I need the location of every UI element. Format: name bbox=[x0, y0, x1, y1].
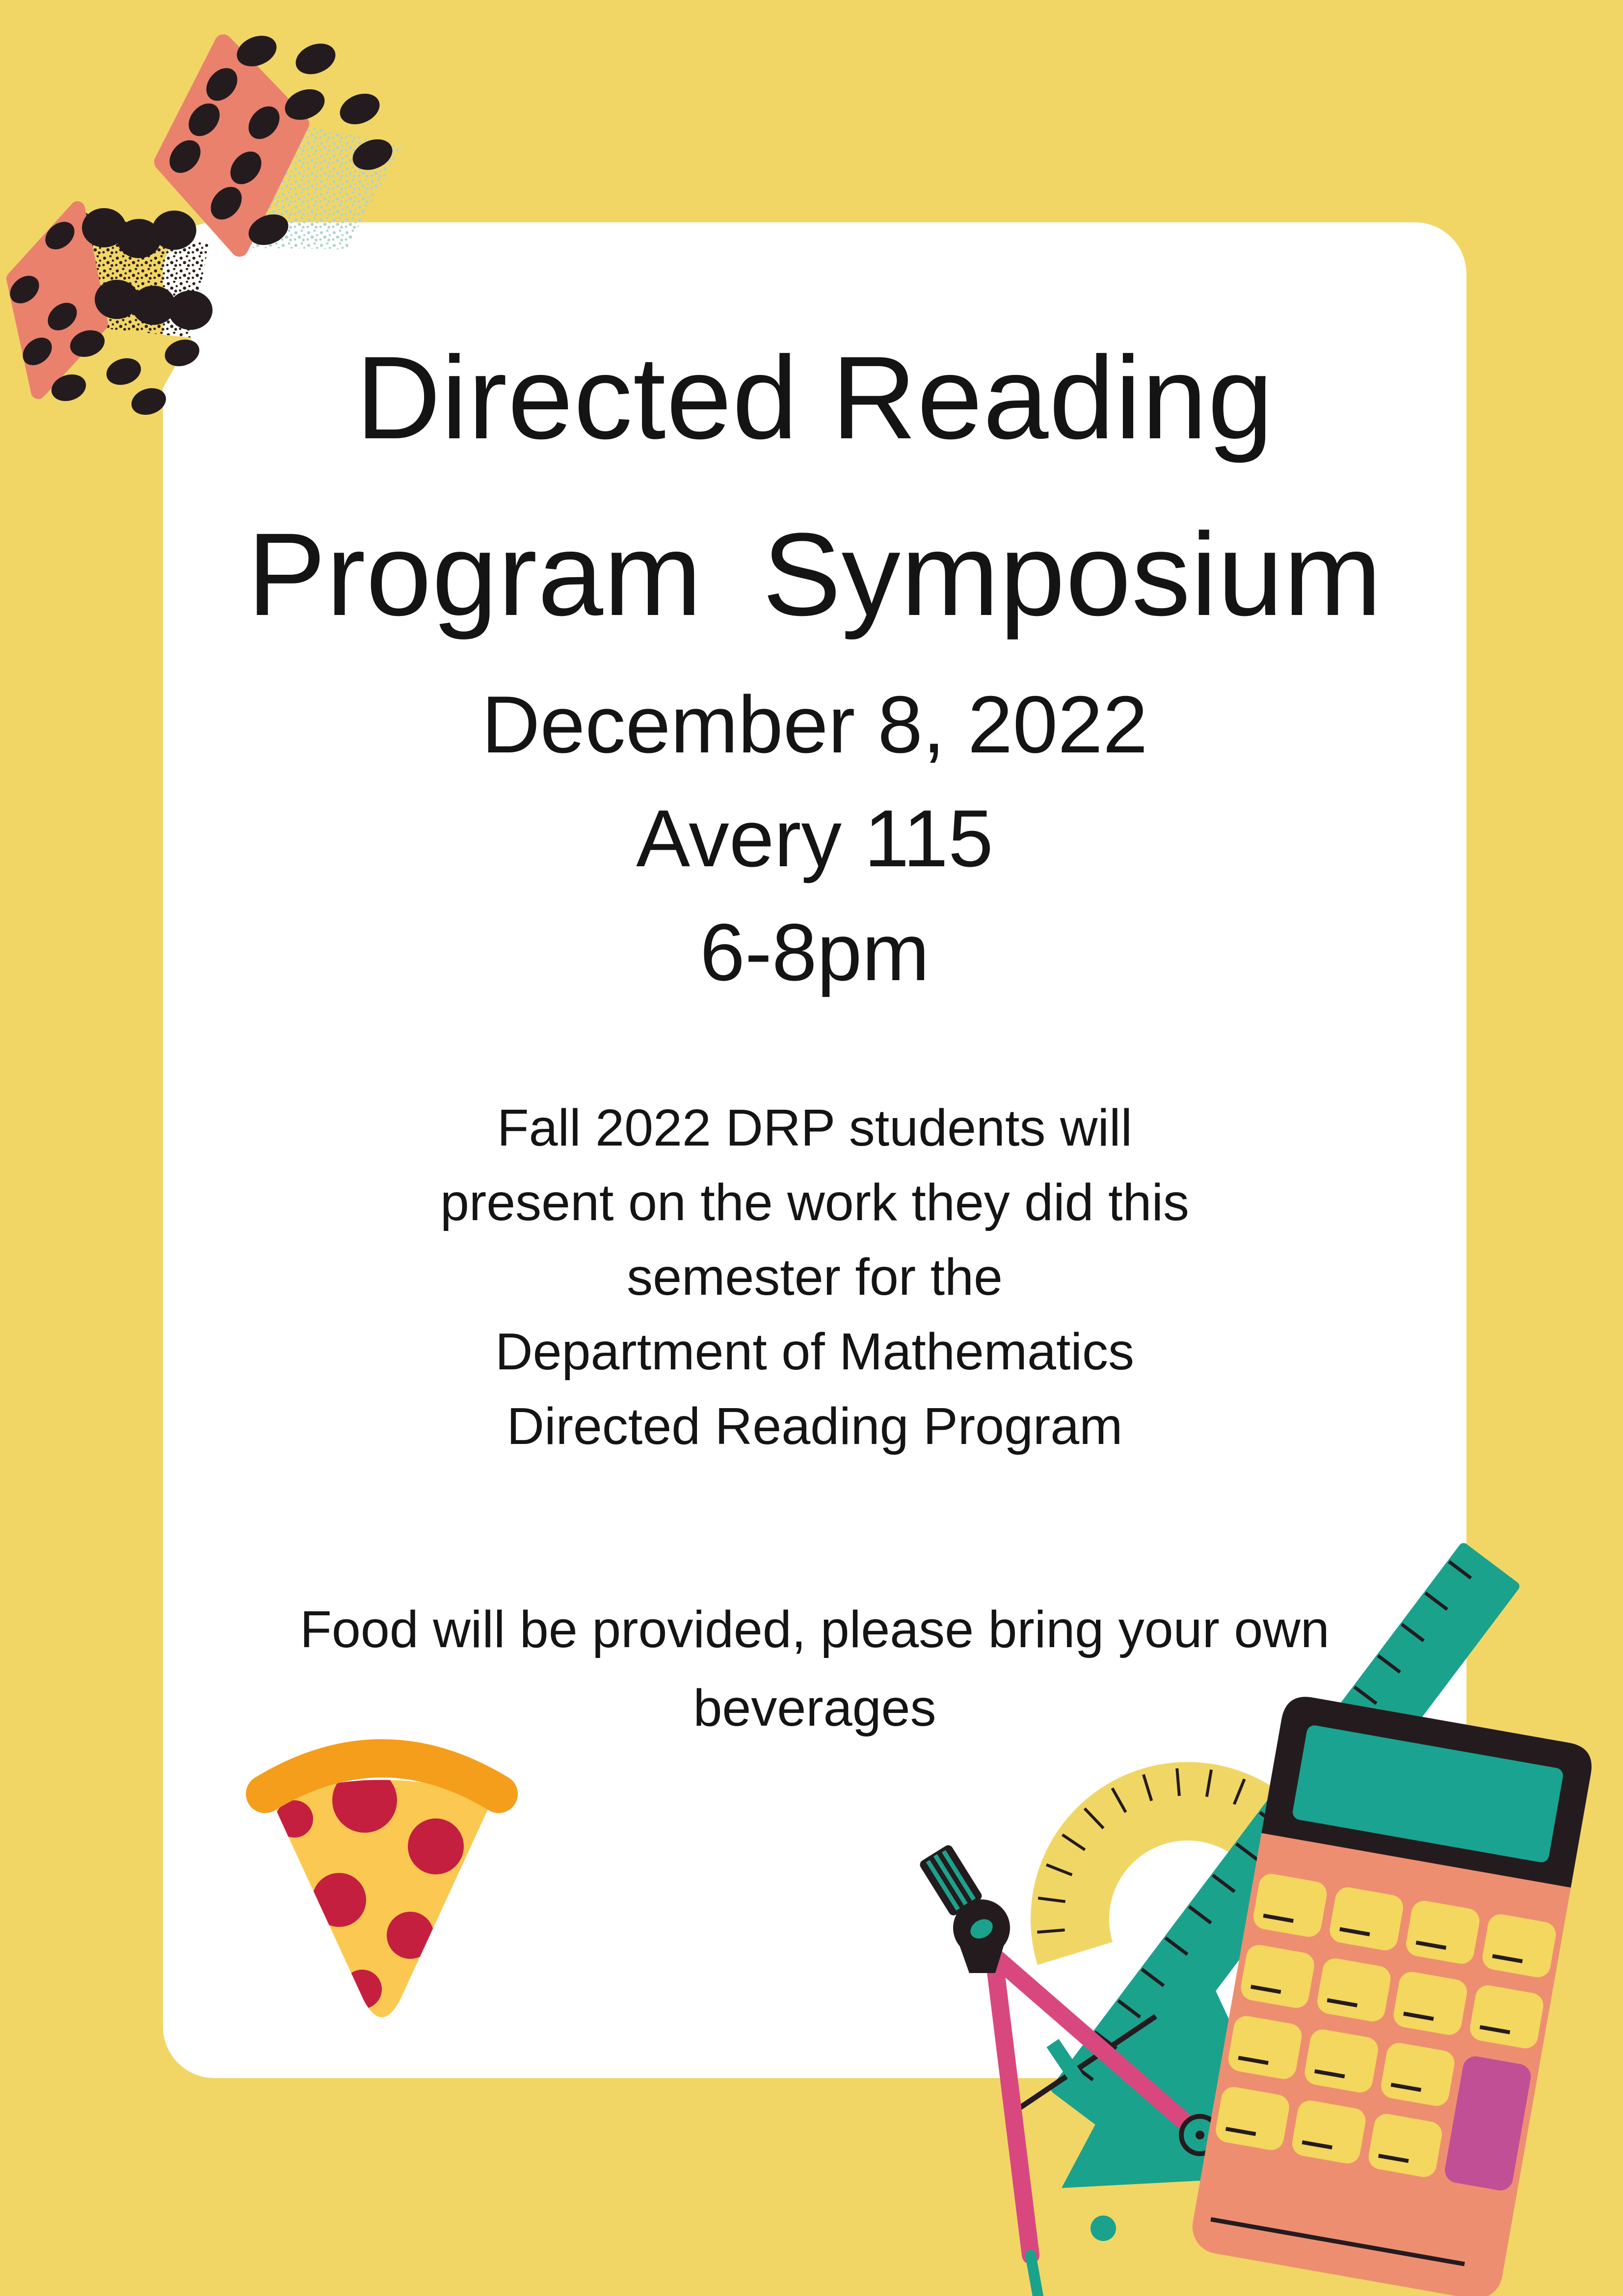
food-note-line: beverages bbox=[693, 1679, 936, 1737]
die-bottom bbox=[4, 208, 213, 419]
description-line: Department of Mathematics bbox=[495, 1323, 1134, 1381]
title-line-1: Directed Reading bbox=[355, 332, 1274, 463]
event-date: December 8, 2022 bbox=[481, 679, 1148, 770]
description-line: Directed Reading Program bbox=[506, 1397, 1123, 1455]
description-line: Fall 2022 DRP students will bbox=[497, 1099, 1133, 1157]
math-tools-illustration bbox=[883, 1541, 1623, 2296]
pizza-slice bbox=[265, 1759, 499, 2018]
event-location: Avery 115 bbox=[636, 793, 993, 883]
description-line: semester for the bbox=[627, 1248, 1003, 1306]
description-line: present on the work they did this bbox=[440, 1174, 1190, 1231]
die-top bbox=[163, 30, 401, 250]
event-description bbox=[163, 1091, 1466, 1464]
dice-illustration bbox=[0, 0, 736, 736]
pizza-icon bbox=[236, 1698, 540, 2052]
food-note-line: Food will be provided, please bring your own bbox=[300, 1601, 1330, 1658]
title-line-2: Program Symposium bbox=[247, 508, 1383, 640]
event-time: 6-8pm bbox=[700, 907, 930, 997]
